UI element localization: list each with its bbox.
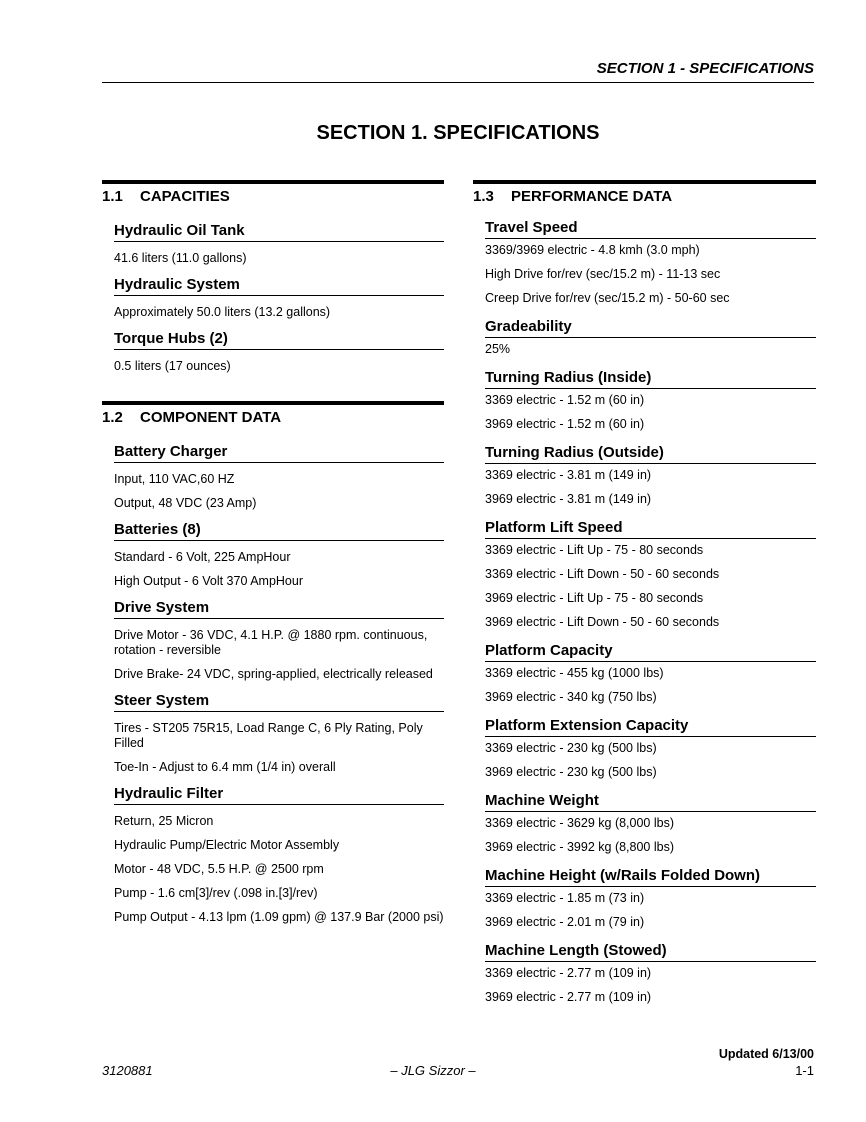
header-rule [102,82,814,83]
section-number: 1.1 [102,188,123,205]
spec-group-title: Platform Lift Speed [485,519,816,539]
spec-item: Motor - 48 VDC, 5.5 H.P. @ 2500 rpm [114,862,324,876]
spec-item: Toe-In - Adjust to 6.4 mm (1/4 in) overall [114,760,336,774]
running-header: SECTION 1 - SPECIFICATIONS [596,60,814,77]
spec-item: Standard - 6 Volt, 225 AmpHour [114,550,291,564]
spec-item: High Drive for/rev (sec/15.2 m) - 11-13 sec [485,267,721,281]
spec-group-title: Travel Speed [485,219,816,239]
section-heading [473,180,816,212]
spec-group-title: Batteries (8) [114,521,444,541]
spec-item: 3969 electric - 2.77 m (109 in) [485,990,652,1004]
spec-group [114,521,444,589]
spec-group-title: Turning Radius (Outside) [485,444,816,464]
spec-item: 3369 electric - 1.85 m (73 in) [485,891,645,905]
section-title: COMPONENT DATA [140,409,282,426]
spec-group-title: Hydraulic Oil Tank [114,222,444,242]
spec-item: 3369 electric - Lift Up - 75 - 80 seconds [485,543,704,557]
spec-item: 3369 electric - 3.81 m (149 in) [485,468,652,482]
section [473,180,816,1010]
spec-group-title: Torque Hubs (2) [114,330,444,350]
spec-group [114,692,444,775]
spec-item: 3369 electric - 3629 kg (8,000 lbs) [485,816,674,830]
spec-group [485,642,816,710]
spec-group [485,867,816,935]
spec-item: 3969 electric - 230 kg (500 lbs) [485,765,657,779]
spec-item: 3369 electric - 1.52 m (60 in) [485,393,645,407]
section-heading [102,180,444,212]
left-column [102,180,444,925]
spec-item: Output, 48 VDC (23 Amp) [114,496,257,510]
spec-item: 3369/3969 electric - 4.8 kmh (3.0 mph) [485,243,700,257]
spec-group [114,443,444,511]
spec-group [114,599,444,682]
section-title: PERFORMANCE DATA [511,188,673,205]
spec-item: 3369 electric - 455 kg (1000 lbs) [485,666,664,680]
spec-group [485,519,816,635]
spec-item: High Output - 6 Volt 370 AmpHour [114,574,303,588]
spec-item: Pump - 1.6 cm[3]/rev (.098 in.[3]/rev) [114,886,318,900]
section [102,180,444,374]
spec-item: 3369 electric - Lift Down - 50 - 60 seconds [485,567,720,581]
spec-group [485,369,816,437]
section [102,401,444,925]
section-number: 1.2 [102,409,123,426]
spec-group [114,785,444,925]
spec-item: 3969 electric - 2.01 m (79 in) [485,915,645,929]
footer-page-number: 1-1 [795,1063,814,1078]
spec-group [114,276,444,320]
spec-item: Tires - ST205 75R15, Load Range C, 6 Ply Rating, Poly Filled [114,721,423,750]
spec-item: 3969 electric - 3.81 m (149 in) [485,492,652,506]
spec-group-title: Platform Extension Capacity [485,717,816,737]
spec-item: 25% [485,342,511,356]
spec-group-title: Drive System [114,599,444,619]
spec-group-title: Turning Radius (Inside) [485,369,816,389]
page-title: SECTION 1. SPECIFICATIONS [316,122,600,144]
spec-group-title: Machine Height (w/Rails Folded Down) [485,867,816,887]
spec-item: Drive Motor - 36 VDC, 4.1 H.P. @ 1880 rpm. continuous, rotation - reversible [114,628,428,657]
spec-item: 3369 electric - 230 kg (500 lbs) [485,741,657,755]
spec-item: Pump Output - 4.13 lpm (1.09 gpm) @ 137.9 Bar (2000 psi) [114,910,444,924]
spec-group-title: Machine Weight [485,792,816,812]
spec-group [485,444,816,512]
spec-group-title: Hydraulic System [114,276,444,296]
spec-item: Return, 25 Micron [114,814,214,828]
spec-group [114,222,444,266]
spec-item: 41.6 liters (11.0 gallons) [114,251,247,265]
spec-group-title: Hydraulic Filter [114,785,444,805]
spec-item: Hydraulic Pump/Electric Motor Assembly [114,838,340,852]
spec-group [114,330,444,374]
spec-item: 3969 electric - Lift Up - 75 - 80 seconds [485,591,704,605]
spec-group-title: Machine Length (Stowed) [485,942,816,962]
spec-item: Approximately 50.0 liters (13.2 gallons) [114,305,331,319]
footer-updated: Updated 6/13/00 [718,1047,814,1061]
spec-group [485,717,816,785]
spec-item: Input, 110 VAC,60 HZ [114,472,235,486]
spec-group [485,942,816,1010]
footer-title: – JLG Sizzor – [390,1063,476,1078]
spec-item: 3369 electric - 2.77 m (109 in) [485,966,652,980]
spec-item: 3969 electric - 3992 kg (8,800 lbs) [485,840,674,854]
spec-item: 0.5 liters (17 ounces) [114,359,231,373]
spec-group-title: Platform Capacity [485,642,816,662]
footer-doc-number: 3120881 [102,1063,153,1078]
spec-item: Creep Drive for/rev (sec/15.2 m) - 50-60 sec [485,291,730,305]
right-column [473,180,816,1010]
spec-group [485,318,816,362]
spec-item: 3969 electric - 1.52 m (60 in) [485,417,645,431]
section-number: 1.3 [473,188,494,205]
spec-group [485,219,816,311]
section-heading [102,401,444,433]
spec-group [485,792,816,860]
spec-item: 3969 electric - Lift Down - 50 - 60 seconds [485,615,720,629]
spec-group-title: Steer System [114,692,444,712]
spec-group-title: Battery Charger [114,443,444,463]
spec-item: Drive Brake- 24 VDC, spring-applied, electrically released [114,667,433,681]
spec-group-title: Gradeability [485,318,816,338]
section-title: CAPACITIES [140,188,230,205]
spec-item: 3969 electric - 340 kg (750 lbs) [485,690,657,704]
